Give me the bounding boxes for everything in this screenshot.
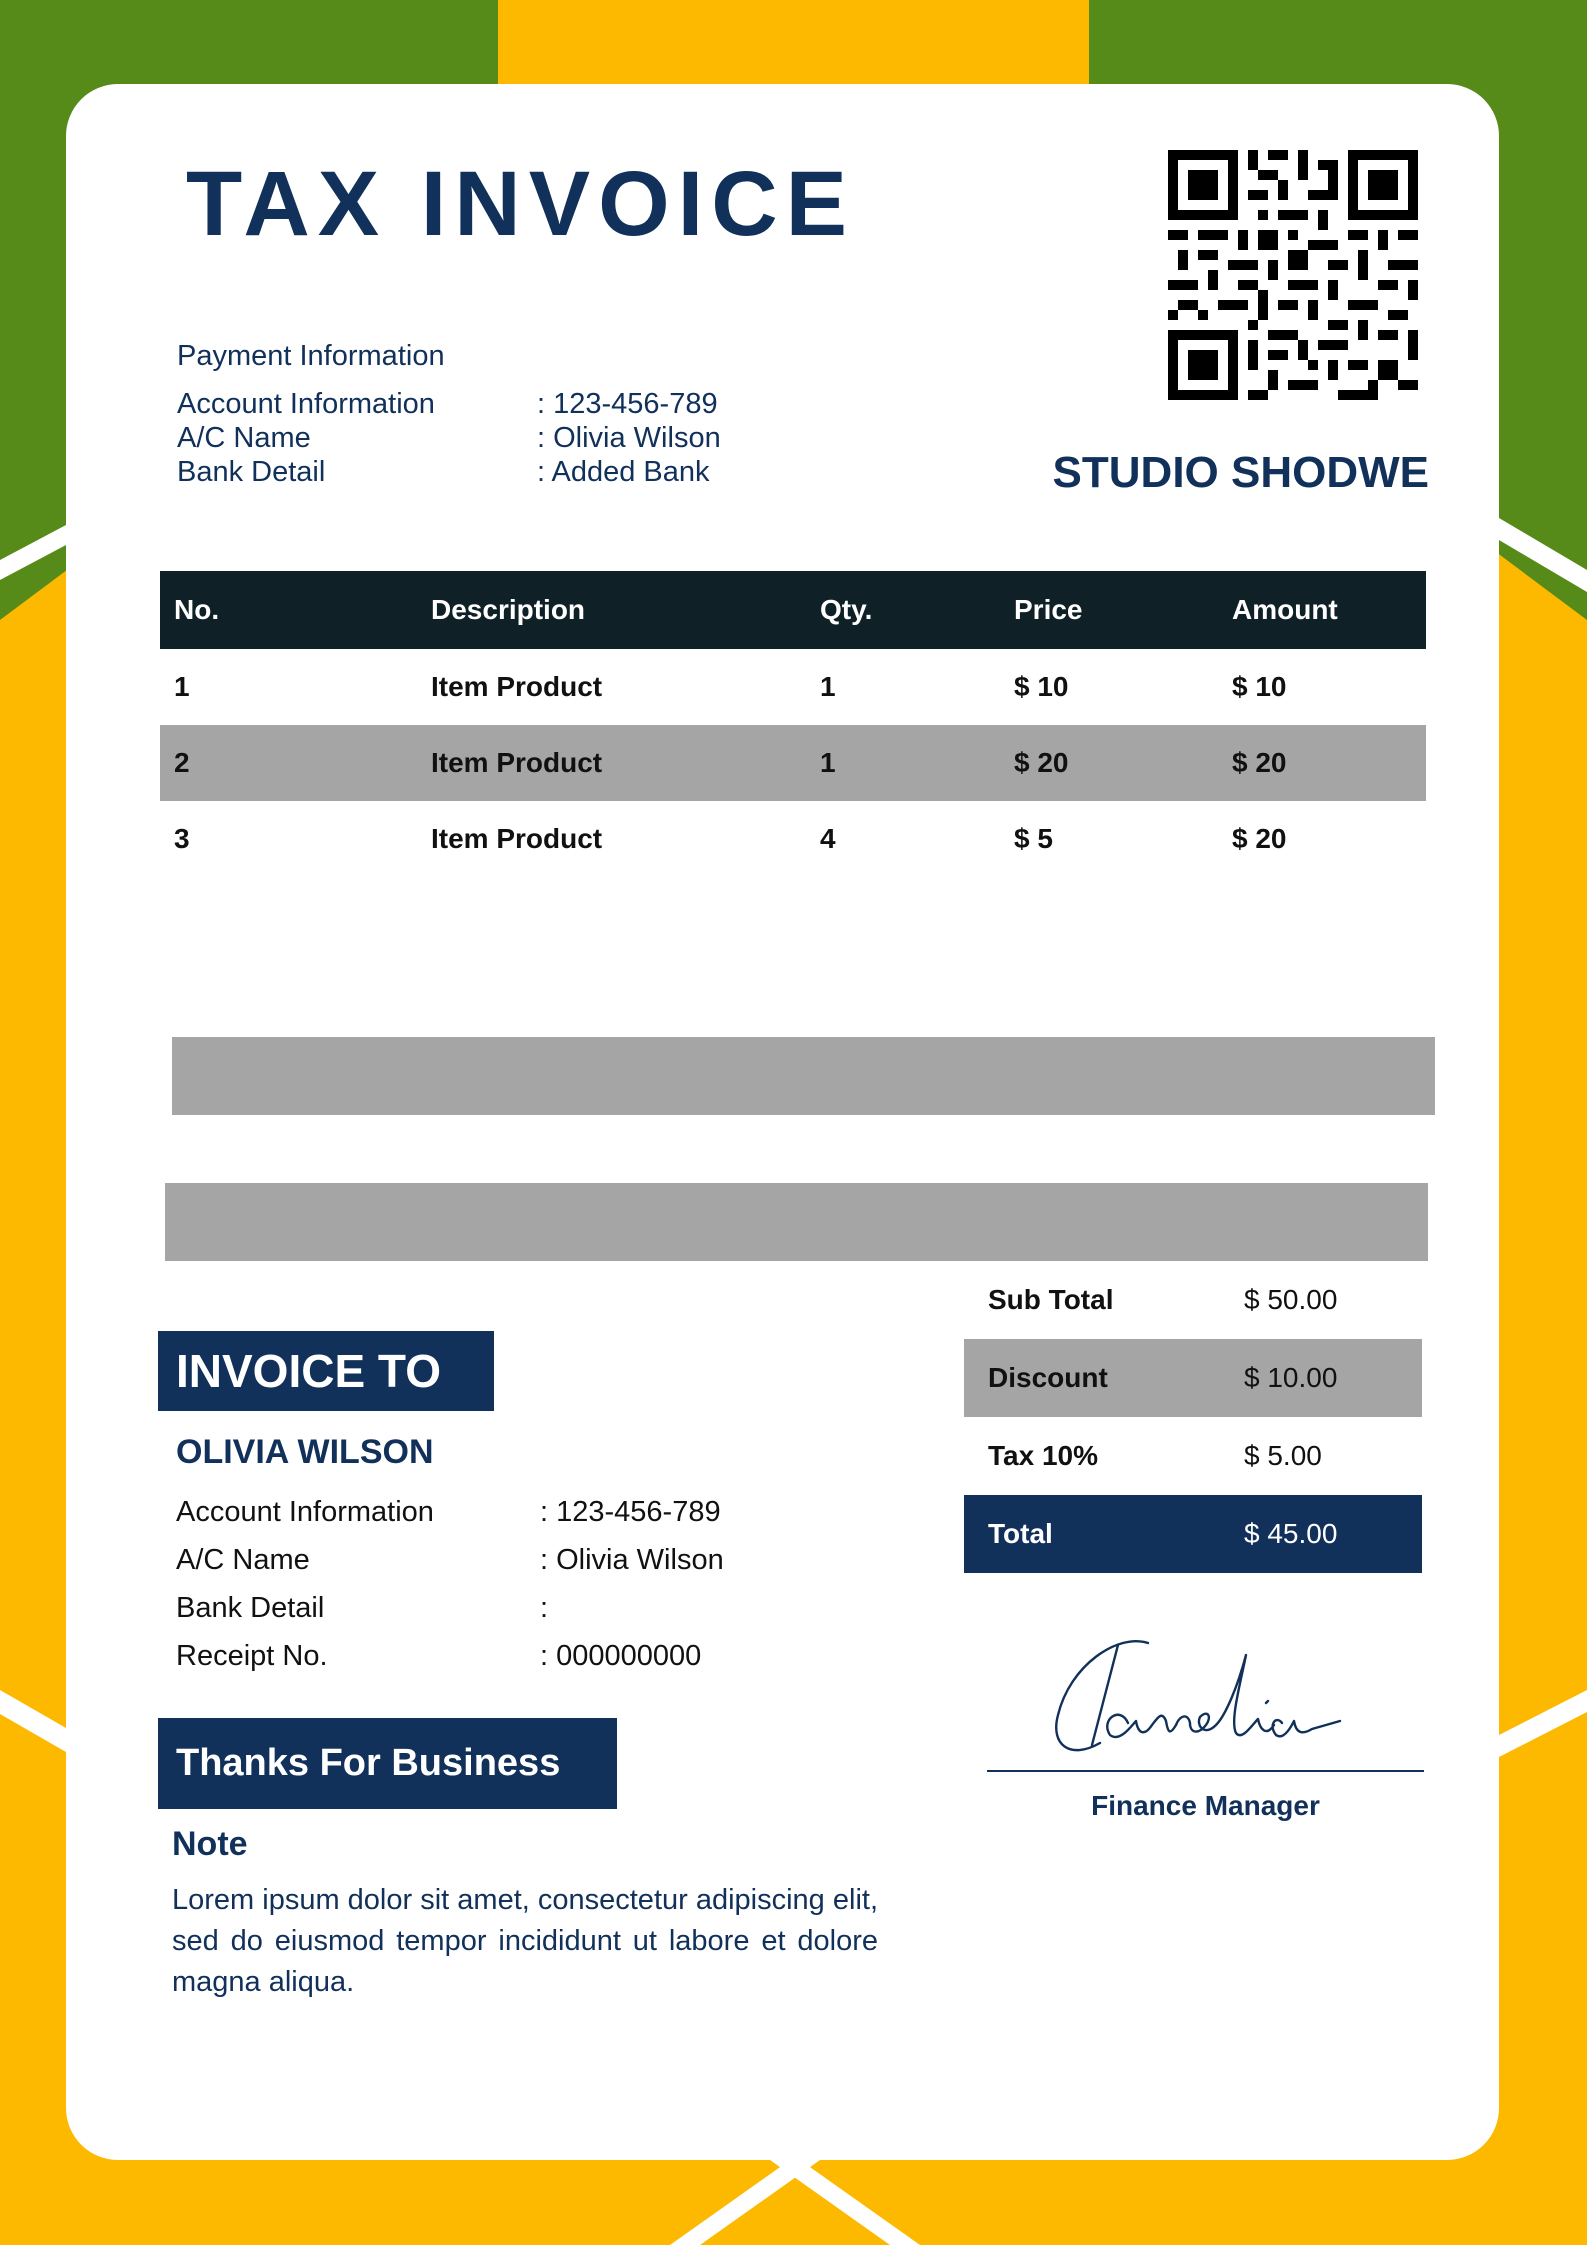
- totals-value: $ 50.00: [1244, 1284, 1338, 1315]
- header-qty: Qty.: [806, 571, 1000, 649]
- cell-price: $ 5: [1014, 823, 1053, 854]
- totals-label: Discount: [988, 1362, 1108, 1393]
- table-row: [160, 649, 1426, 725]
- signature-image: [1040, 1625, 1360, 1765]
- cell-price: $ 10: [1014, 671, 1069, 702]
- client-row-ac-name: [176, 1536, 796, 1584]
- client-name: OLIVIA WILSON: [176, 1433, 434, 1471]
- payment-row-account: [177, 387, 777, 421]
- client-row-bank: [176, 1584, 796, 1632]
- payment-value: : Added Bank: [537, 455, 710, 488]
- totals-label: Sub Total: [988, 1284, 1114, 1315]
- client-label: A/C Name: [176, 1543, 310, 1576]
- cell-no: 2: [160, 725, 417, 801]
- totals-value: $ 45.00: [1244, 1518, 1338, 1549]
- invoice-to-heading: INVOICE TO: [158, 1331, 494, 1411]
- client-label: Bank Detail: [176, 1591, 325, 1624]
- cell-amount: $ 20: [1232, 823, 1287, 854]
- thanks-banner: Thanks For Business: [158, 1718, 617, 1809]
- client-value: :: [540, 1591, 549, 1624]
- discount-row: [964, 1339, 1422, 1417]
- payment-value: : 123-456-789: [537, 387, 718, 420]
- payment-row-bank: [177, 455, 777, 489]
- client-label: Receipt No.: [176, 1639, 328, 1672]
- payment-label: Bank Detail: [177, 455, 326, 488]
- totals-label: Tax 10%: [988, 1440, 1098, 1471]
- qr-code: [1168, 150, 1418, 400]
- cell-qty: 1: [806, 725, 1000, 801]
- tax-row: [964, 1417, 1422, 1495]
- company-name: STUDIO SHODWE: [1052, 448, 1429, 497]
- totals-label: Total: [988, 1518, 1053, 1549]
- cell-qty: 4: [820, 823, 836, 854]
- table-row: [160, 725, 1426, 801]
- items-table: [160, 571, 1426, 877]
- note-text: Lorem ipsum dolor sit amet, consectetur adipiscing elit, sed do eiusmod tempor incididunt ut labore et dolore magna aliqua.: [172, 1884, 878, 1998]
- header-amount: Amount: [1218, 571, 1426, 649]
- client-label: Account Information: [176, 1495, 434, 1528]
- signature-line: [987, 1770, 1424, 1772]
- header-description: Description: [417, 571, 806, 649]
- cell-no: 3: [174, 823, 190, 854]
- items-header-row: [160, 571, 1426, 649]
- header-no: No.: [160, 571, 417, 649]
- totals-value: $ 10.00: [1244, 1362, 1338, 1393]
- cell-amount: $ 20: [1218, 725, 1426, 801]
- cell-price: $ 20: [1000, 725, 1218, 801]
- cell-no: 1: [174, 671, 190, 702]
- cell-amount: $ 10: [1232, 671, 1287, 702]
- client-value: : Olivia Wilson: [540, 1543, 724, 1576]
- totals-value: $ 5.00: [1244, 1440, 1322, 1471]
- payment-value: : Olivia Wilson: [537, 421, 721, 454]
- empty-row-bar: [165, 1183, 1428, 1261]
- payment-label: Account Information: [177, 387, 435, 420]
- subtotal-row: [964, 1261, 1422, 1339]
- cell-description: Item Product: [431, 823, 603, 854]
- payment-heading: Payment Information: [177, 340, 445, 372]
- payment-label: A/C Name: [177, 421, 311, 454]
- client-value: : 123-456-789: [540, 1495, 721, 1528]
- client-row-receipt: [176, 1632, 796, 1680]
- cell-description: Item Product: [417, 725, 806, 801]
- totals-block: [964, 1261, 1422, 1573]
- empty-row-bar: [172, 1037, 1435, 1115]
- cell-description: Item Product: [431, 671, 603, 702]
- invoice-title: TAX INVOICE: [186, 153, 856, 255]
- header-price: Price: [1000, 571, 1218, 649]
- note-title: Note: [172, 1825, 248, 1863]
- client-value: : 000000000: [540, 1639, 702, 1672]
- payment-information: [177, 340, 777, 489]
- client-information: [176, 1488, 796, 1680]
- signatory-title: Finance Manager: [1091, 1790, 1320, 1821]
- grand-total-row: [964, 1495, 1422, 1573]
- cell-qty: 1: [820, 671, 836, 702]
- payment-row-ac-name: [177, 421, 777, 455]
- table-row: [160, 801, 1426, 877]
- client-row-account: [176, 1488, 796, 1536]
